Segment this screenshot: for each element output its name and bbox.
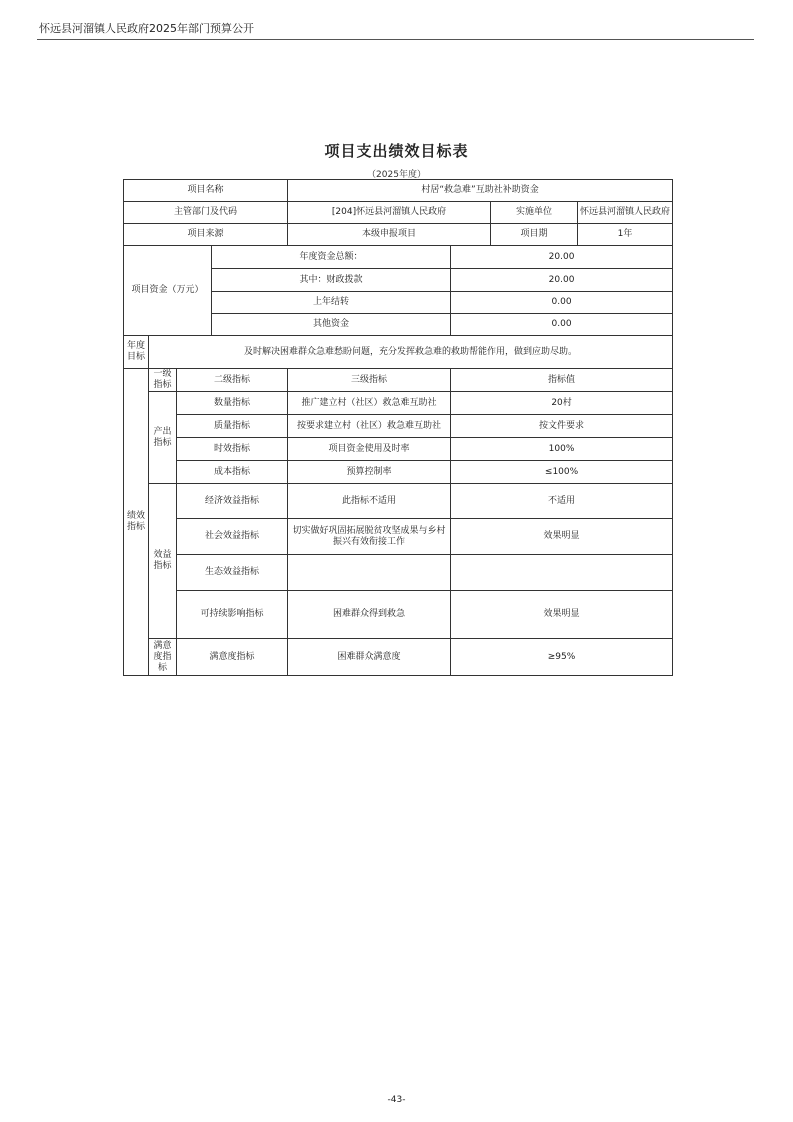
table-row (124, 519, 673, 555)
funds-carryover-value: 0.00 (451, 292, 673, 314)
indicator-level2: 社会效益指标 (177, 519, 288, 555)
dept-label: 主管部门及代码 (124, 202, 288, 224)
indicator-value (451, 555, 673, 591)
indicator-value: 按文件要求 (451, 415, 673, 438)
indicator-level3: 按要求建立村（社区）救急难互助社 (288, 415, 451, 438)
indicator-level3: 此指标不适用 (288, 484, 451, 519)
project-name-label: 项目名称 (124, 180, 288, 202)
funds-total-label: 年度资金总额： (212, 246, 451, 269)
page-number: -43- (387, 1095, 406, 1105)
page-header (37, 12, 754, 40)
dept-value: [204]怀远县河溜镇人民政府 (288, 202, 491, 224)
document-year: （2025年度） (367, 170, 426, 180)
funds-other-label: 其他资金 (212, 314, 451, 336)
impl-value: 怀远县河溜镇人民政府 (578, 202, 673, 224)
indicator-level3: 项目资金使用及时率 (288, 438, 451, 461)
satisfaction-indicator-label: 满意度指标 (149, 639, 177, 676)
row-source (124, 224, 673, 246)
row-project-name (124, 180, 673, 202)
period-label: 项目期 (491, 224, 578, 246)
row-annual-goal (124, 336, 673, 369)
period-value: 1年 (578, 224, 673, 246)
indicator-level3: 切实做好巩固拓展脱贫攻坚成果与乡村振兴有效衔接工作 (288, 519, 451, 555)
indicator-level2: 经济效益指标 (177, 484, 288, 519)
table-row (124, 484, 673, 519)
funds-fiscal-value: 20.00 (451, 269, 673, 292)
table-row (124, 591, 673, 639)
indicator-value: ≥95% (451, 639, 673, 676)
row-indicator-header (124, 369, 673, 392)
table-row (124, 392, 673, 415)
funds-label: 项目资金（万元） (124, 246, 212, 336)
performance-table (123, 179, 673, 676)
indicator-level3: 推广建立村（社区）救急难互助社 (288, 392, 451, 415)
indicator-value: 效果明显 (451, 519, 673, 555)
indicator-value: 20村 (451, 392, 673, 415)
indicator-value: ≤100% (451, 461, 673, 484)
indicator-level2: 成本指标 (177, 461, 288, 484)
output-indicator-label: 产出指标 (149, 392, 177, 484)
table-row (124, 415, 673, 438)
funds-carryover-label: 上年结转 (212, 292, 451, 314)
annual-goal-label: 年度目标 (124, 336, 149, 369)
indicator-value: 100% (451, 438, 673, 461)
indicator-level2: 可持续影响指标 (177, 591, 288, 639)
indicator-level2: 满意度指标 (177, 639, 288, 676)
source-value: 本级申报项目 (288, 224, 491, 246)
header-level2: 二级指标 (177, 369, 288, 392)
source-label: 项目来源 (124, 224, 288, 246)
table-row (124, 438, 673, 461)
row-dept (124, 202, 673, 224)
annual-goal-text: 及时解决困难群众急难愁盼问题，充分发挥救急难的救助帮能作用，做到应助尽助。 (149, 336, 673, 369)
indicator-level3: 困难群众满意度 (288, 639, 451, 676)
funds-total-value: 20.00 (451, 246, 673, 269)
funds-other-value: 0.00 (451, 314, 673, 336)
indicators-section-label: 绩效指标 (124, 369, 149, 676)
row-funds-total (124, 246, 673, 269)
funds-fiscal-label: 其中：财政拨款 (212, 269, 451, 292)
indicator-level3: 困难群众得到救急 (288, 591, 451, 639)
header-value: 指标值 (451, 369, 673, 392)
table-row (124, 461, 673, 484)
indicator-level3: 预算控制率 (288, 461, 451, 484)
table-row (124, 555, 673, 591)
header-title: 怀远县河溜镇人民政府2025年部门预算公开 (39, 22, 254, 35)
indicator-level2: 生态效益指标 (177, 555, 288, 591)
indicator-level2: 时效指标 (177, 438, 288, 461)
header-level3: 三级指标 (288, 369, 451, 392)
indicator-value: 效果明显 (451, 591, 673, 639)
document-title: 项目支出绩效目标表 (324, 142, 469, 160)
header-level1: 一级指标 (149, 369, 177, 392)
indicator-level2: 数量指标 (177, 392, 288, 415)
project-name-value: 村居“救急难”互助社补助资金 (288, 180, 673, 202)
indicator-level2: 质量指标 (177, 415, 288, 438)
indicator-level3 (288, 555, 451, 591)
benefit-indicator-label: 效益指标 (149, 484, 177, 639)
indicator-value: 不适用 (451, 484, 673, 519)
table-row (124, 639, 673, 676)
impl-label: 实施单位 (491, 202, 578, 224)
